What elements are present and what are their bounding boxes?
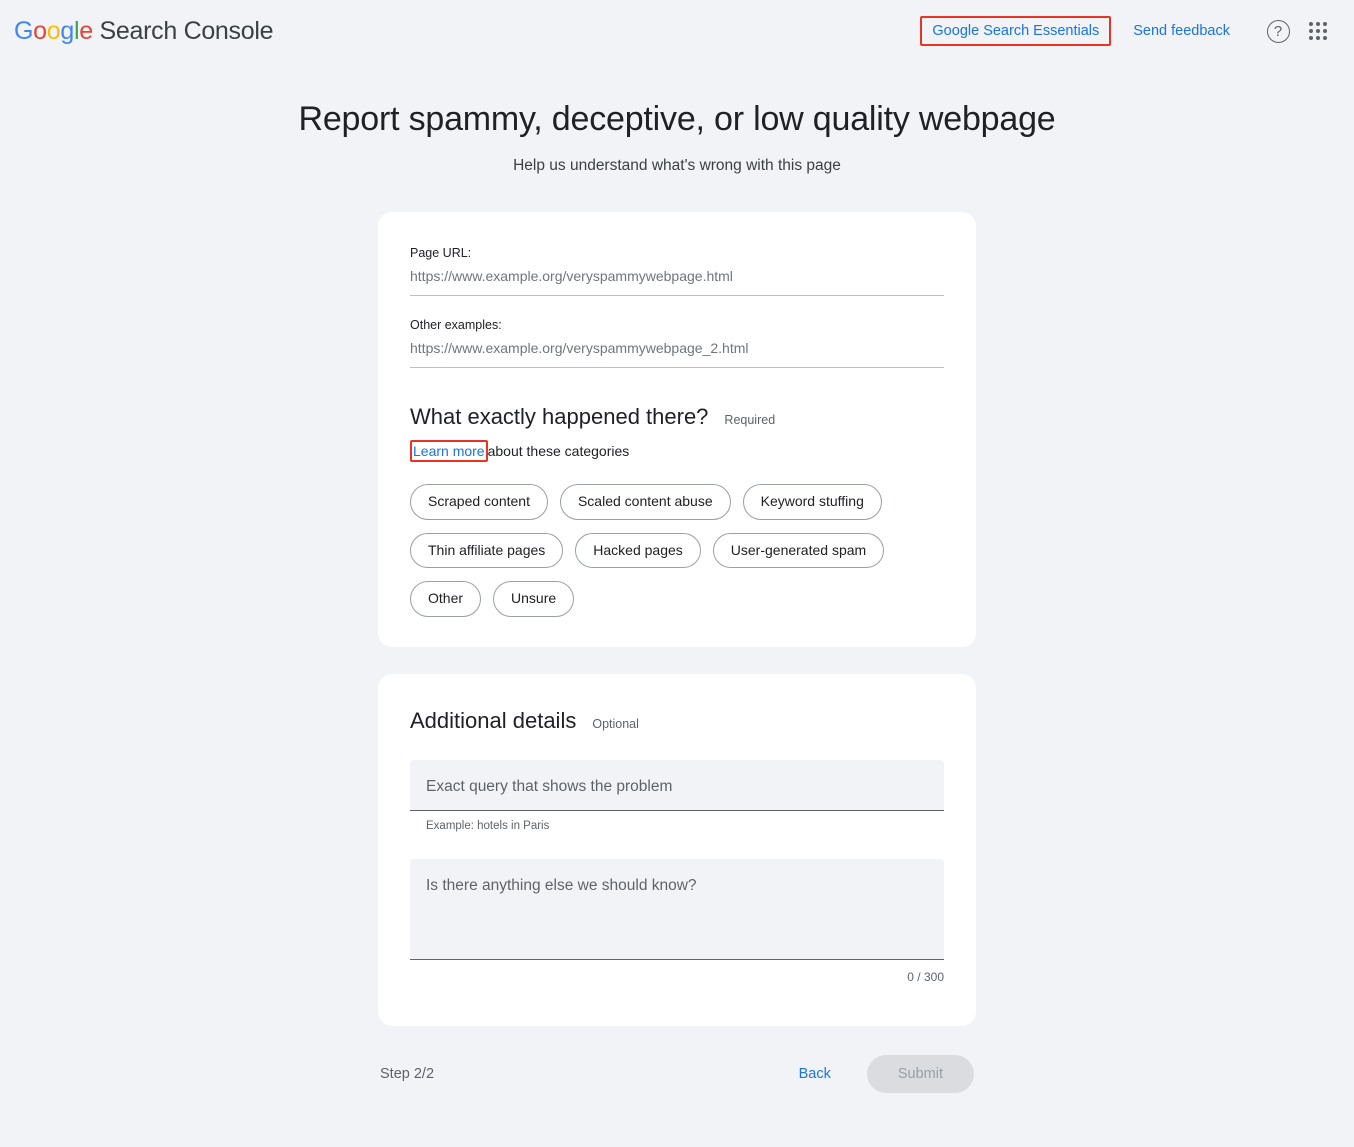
page-url-field <box>410 246 944 296</box>
page-subtitle: Help us understand what's wrong with this page <box>513 157 841 174</box>
learn-more-text: about these categories <box>487 443 630 459</box>
back-button[interactable]: Back <box>789 1058 841 1090</box>
app-header <box>0 0 1354 62</box>
category-chip-group <box>410 484 910 617</box>
exact-query-helper-text: Example: hotels in Paris <box>426 819 550 832</box>
learn-more-highlight <box>410 440 488 462</box>
help-icon: ? <box>1267 20 1290 43</box>
send-feedback-link[interactable]: Send feedback <box>1133 23 1230 39</box>
other-examples-label: Other examples: <box>410 318 502 332</box>
page-title: Report spammy, deceptive, or low quality webpage <box>298 100 1056 138</box>
learn-more-line <box>410 440 944 462</box>
apps-grid-icon <box>1309 22 1327 40</box>
logo-letter-e: e <box>79 16 93 45</box>
question-required-badge: Required <box>724 413 776 427</box>
logo-letter-o1: o <box>33 16 47 45</box>
logo-product-name: Search Console <box>99 16 274 45</box>
step-indicator: Step 2/2 <box>380 1065 435 1082</box>
logo-letter-g2: g <box>60 16 74 45</box>
logo-letter-o2: o <box>46 16 61 45</box>
question-header <box>410 404 944 430</box>
chip-other[interactable]: Other <box>410 581 481 617</box>
report-details-card <box>378 212 976 647</box>
chip-scaled-content-abuse[interactable]: Scaled content abuse <box>560 484 731 520</box>
other-examples-field <box>410 318 944 368</box>
google-search-console-logo <box>14 17 273 46</box>
form-footer <box>378 1044 976 1104</box>
logo-letter-g1: G <box>14 16 34 45</box>
google-search-essentials-link[interactable]: Google Search Essentials <box>932 23 1100 39</box>
chip-thin-affiliate-pages[interactable]: Thin affiliate pages <box>410 533 563 569</box>
chip-scraped-content[interactable]: Scraped content <box>410 484 548 520</box>
additional-details-optional-badge: Optional <box>592 716 639 731</box>
learn-more-link[interactable]: Learn more <box>413 443 485 459</box>
footer-buttons <box>789 1055 974 1093</box>
exact-query-input[interactable]: Exact query that shows the problem <box>410 760 944 811</box>
page-url-label: Page URL: <box>410 246 472 260</box>
logo-letter-l: l <box>73 16 80 45</box>
question-title: What exactly happened there? <box>410 404 709 429</box>
help-button[interactable] <box>1258 11 1298 51</box>
google-search-essentials-highlight <box>920 16 1111 46</box>
other-examples-value: https://www.example.org/veryspammywebpage_2.html <box>410 340 944 368</box>
chip-keyword-stuffing[interactable]: Keyword stuffing <box>743 484 882 520</box>
additional-details-header <box>410 708 944 734</box>
character-counter: 0 / 300 <box>907 969 944 984</box>
chip-hacked-pages[interactable]: Hacked pages <box>575 533 701 569</box>
submit-button[interactable]: Submit <box>867 1055 974 1093</box>
additional-details-card <box>378 674 976 1026</box>
chip-user-generated-spam[interactable]: User-generated spam <box>713 533 884 569</box>
google-apps-button[interactable] <box>1298 11 1338 51</box>
additional-notes-textarea[interactable]: Is there anything else we should know? <box>410 859 944 960</box>
header-actions <box>920 11 1338 51</box>
additional-details-title: Additional details <box>410 707 577 733</box>
page-url-value: https://www.example.org/veryspammywebpage.html <box>410 268 944 296</box>
chip-unsure[interactable]: Unsure <box>493 581 574 617</box>
